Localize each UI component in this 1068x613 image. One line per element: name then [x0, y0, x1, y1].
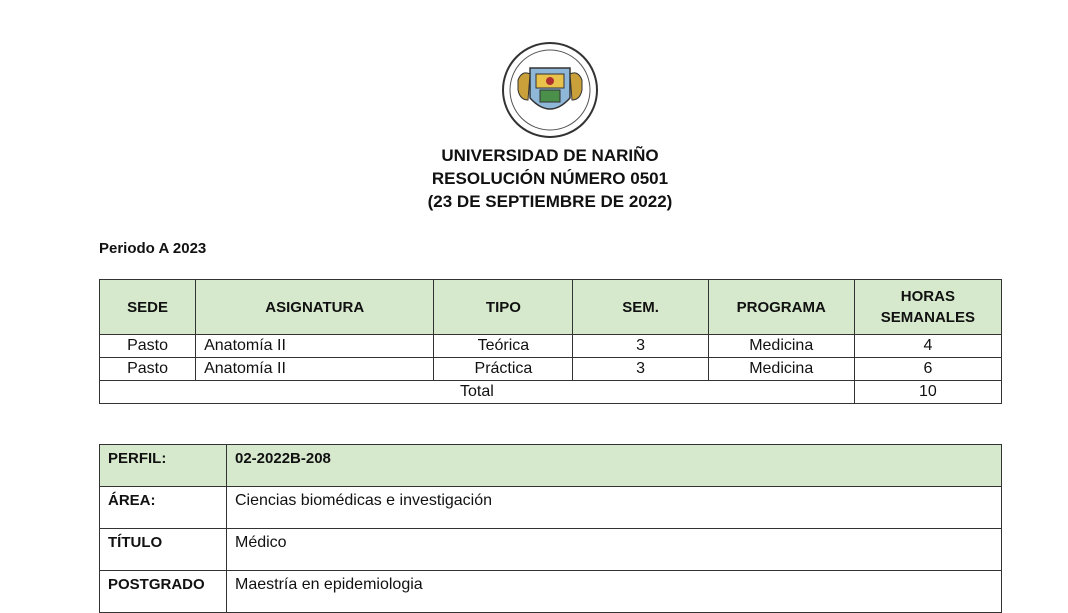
cell-horas: 6	[854, 358, 1001, 381]
cell-sede: Pasto	[100, 358, 196, 381]
document-header	[0, 144, 1068, 213]
profile-value: Médico	[227, 529, 1002, 571]
cell-sem: 3	[573, 358, 708, 381]
total-row	[100, 381, 1002, 404]
resolution-number: RESOLUCIÓN NÚMERO 0501	[431, 169, 669, 188]
cell-asignatura: Anatomía II	[196, 335, 434, 358]
courses-table	[99, 279, 1002, 404]
cell-programa: Medicina	[708, 335, 854, 358]
profile-value: Maestría en epidemiologia	[227, 571, 1002, 613]
column-header: ASIGNATURA	[196, 280, 434, 335]
cell-tipo: Práctica	[434, 358, 573, 381]
total-value: 10	[854, 381, 1001, 404]
profile-row-postgrado	[100, 571, 1002, 613]
profile-label: TÍTULO	[100, 529, 227, 571]
resolution-date: (23 DE SEPTIEMBRE DE 2022)	[427, 192, 673, 211]
table-row	[100, 335, 1002, 358]
column-header: SEM.	[573, 280, 708, 335]
period-label: Periodo A 2023	[99, 240, 207, 257]
cell-sede: Pasto	[100, 335, 196, 358]
profile-value: 02-2022B-208	[227, 445, 1002, 487]
profile-label: POSTGRADO	[100, 571, 227, 613]
profile-row-perfil	[100, 445, 1002, 487]
cell-tipo: Teórica	[434, 335, 573, 358]
university-name: UNIVERSIDAD DE NARIÑO	[441, 146, 659, 165]
cell-asignatura: Anatomía II	[196, 358, 434, 381]
profile-table	[99, 444, 1002, 613]
column-header: SEDE	[100, 280, 196, 335]
profile-row-titulo	[100, 529, 1002, 571]
cell-programa: Medicina	[708, 358, 854, 381]
table-header-row	[100, 280, 1002, 335]
profile-value: Ciencias biomédicas e investigación	[227, 487, 1002, 529]
profile-label: ÁREA:	[100, 487, 227, 529]
profile-row-area	[100, 487, 1002, 529]
table-row	[100, 358, 1002, 381]
column-header: HORAS SEMANALES	[854, 280, 1001, 335]
cell-sem: 3	[573, 335, 708, 358]
profile-label: PERFIL:	[100, 445, 227, 487]
column-header: PROGRAMA	[708, 280, 854, 335]
column-header: TIPO	[434, 280, 573, 335]
university-seal	[500, 40, 600, 140]
cell-horas: 4	[854, 335, 1001, 358]
total-label: Total	[100, 381, 855, 404]
